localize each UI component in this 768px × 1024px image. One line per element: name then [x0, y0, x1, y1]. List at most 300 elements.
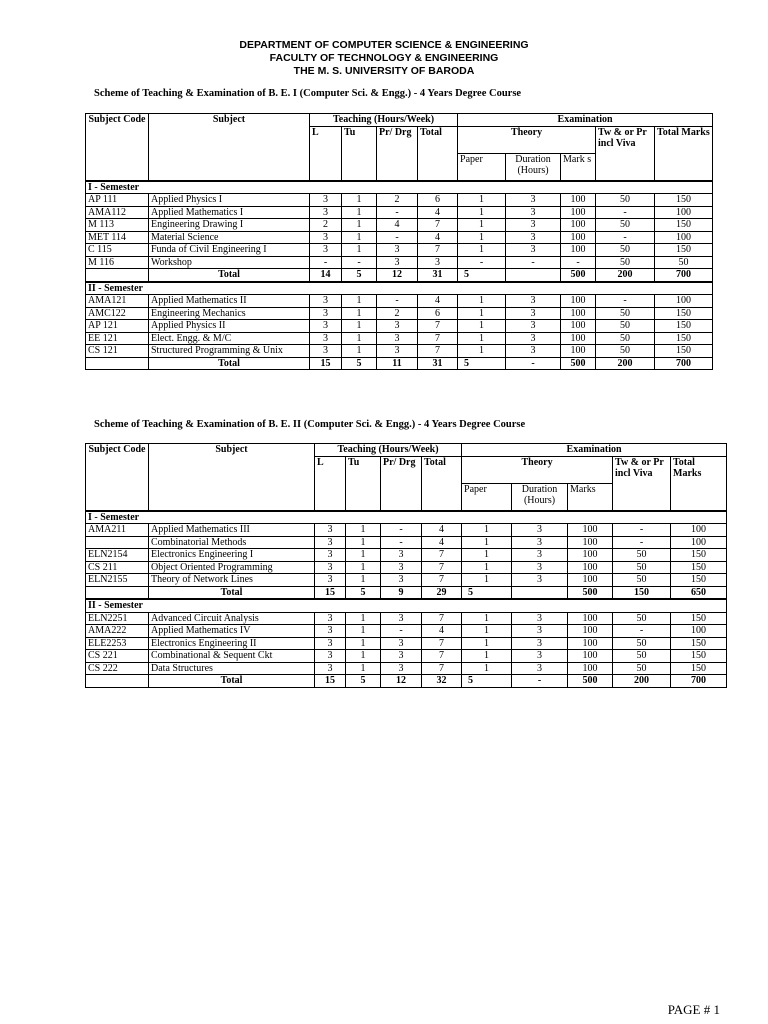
table-row: [86, 256, 713, 269]
subject-name: Applied Physics I: [149, 194, 310, 207]
theory-marks: 100: [568, 574, 613, 587]
table-row: [86, 332, 713, 345]
duration-hours: 3: [512, 536, 568, 549]
tutorial-hours: 1: [346, 536, 381, 549]
tutorial-hours: 1: [342, 320, 377, 333]
tutorial-hours: 1: [342, 231, 377, 244]
col-header-total-marks: Total Marks: [671, 456, 727, 511]
theory-marks: 100: [561, 194, 596, 207]
lecture-hours: 3: [315, 625, 346, 638]
subject-code: EE 121: [86, 332, 149, 345]
paper-count: 1: [458, 219, 506, 232]
total-row: [86, 357, 713, 370]
lecture-hours: 3: [315, 561, 346, 574]
subject-name: Theory of Network Lines: [149, 574, 315, 587]
subject-code: CS 211: [86, 561, 149, 574]
col-header-marks: Marks: [568, 483, 613, 511]
theory-marks: 100: [561, 231, 596, 244]
col-header-duration: Duration (Hours): [506, 153, 561, 181]
total-hours: 6: [418, 307, 458, 320]
total-hours: 7: [418, 320, 458, 333]
duration-hours: 3: [506, 345, 561, 358]
total-hours: 4: [418, 231, 458, 244]
paper-count: 1: [462, 561, 512, 574]
table-row: [86, 625, 727, 638]
semester-row: [86, 599, 727, 612]
be2-scheme-body: [86, 444, 727, 688]
tw-marks: 50: [613, 662, 671, 675]
semester-label: II - Semester: [86, 599, 727, 612]
theory-marks: -: [561, 256, 596, 269]
lecture-hours: 3: [315, 650, 346, 663]
lecture-hours: 3: [315, 549, 346, 562]
tw-marks: 50: [596, 307, 655, 320]
col-header-tw-pr-viva: Tw & or Pr incl Viva: [596, 126, 655, 181]
tutorial-hours: 1: [342, 206, 377, 219]
practical-hours: -: [377, 231, 418, 244]
table-row: [86, 345, 713, 358]
total-practical-hours: 12: [377, 269, 418, 282]
total-hours: 4: [418, 295, 458, 308]
theory-marks: 100: [568, 637, 613, 650]
total-duration: -: [506, 357, 561, 370]
header-row: [86, 114, 713, 127]
duration-hours: 3: [512, 625, 568, 638]
subject-name: Structured Programming & Unix: [149, 345, 310, 358]
total-duration: [512, 586, 568, 599]
col-header-theory: Theory: [462, 456, 613, 483]
paper-count: 1: [458, 307, 506, 320]
subject-name: Object Oriented Programming: [149, 561, 315, 574]
duration-hours: 3: [512, 612, 568, 625]
col-header-examination: Examination: [458, 114, 713, 127]
theory-marks: 100: [568, 662, 613, 675]
practical-hours: -: [381, 536, 422, 549]
practical-hours: 3: [377, 244, 418, 257]
university-heading: THE M. S. UNIVERSITY OF BARODA: [293, 65, 475, 77]
col-header-subject-code: Subject Code: [86, 444, 149, 511]
total-hours: 7: [422, 574, 462, 587]
table-row: [86, 194, 713, 207]
total-hours: 4: [422, 524, 462, 537]
duration-hours: 3: [506, 194, 561, 207]
total-hours: 29: [422, 586, 462, 599]
duration-hours: 3: [506, 320, 561, 333]
paper-count: 1: [462, 536, 512, 549]
total-paper-count: 5: [458, 269, 506, 282]
col-header-subject: Subject: [149, 114, 310, 181]
theory-marks: 100: [561, 320, 596, 333]
paper-count: -: [458, 256, 506, 269]
total-paper-count: 5: [462, 675, 512, 688]
semester-label: II - Semester: [86, 282, 713, 295]
subject-name: Applied Mathematics IV: [149, 625, 315, 638]
total-label: Total: [149, 357, 310, 370]
total-practical-hours: 12: [381, 675, 422, 688]
total-tw-marks: 150: [613, 586, 671, 599]
practical-hours: 3: [381, 637, 422, 650]
paper-count: 1: [462, 625, 512, 638]
total-hours: 7: [422, 637, 462, 650]
subject-name: Engineering Mechanics: [149, 307, 310, 320]
subject-code: ELE2253: [86, 637, 149, 650]
total-hours: 31: [418, 269, 458, 282]
duration-hours: 3: [506, 244, 561, 257]
table-row: [86, 231, 713, 244]
subject-code: AMA112: [86, 206, 149, 219]
col-header-tu: Tu: [342, 126, 377, 181]
table-row: [86, 662, 727, 675]
total-hours: 4: [422, 625, 462, 638]
subject-code: AP 121: [86, 320, 149, 333]
total-marks: 150: [671, 612, 727, 625]
tutorial-hours: 1: [346, 650, 381, 663]
be1-scheme-table: [85, 113, 713, 370]
page-number: PAGE # 1: [667, 1002, 720, 1017]
theory-marks: 100: [568, 625, 613, 638]
total-hours: 7: [418, 244, 458, 257]
duration-hours: 3: [506, 307, 561, 320]
total-hours: 6: [418, 194, 458, 207]
total-marks: 150: [671, 650, 727, 663]
table-row: [86, 524, 727, 537]
practical-hours: 3: [381, 650, 422, 663]
duration-hours: -: [506, 256, 561, 269]
total-hours: 7: [418, 332, 458, 345]
duration-hours: 3: [512, 650, 568, 663]
practical-hours: 2: [377, 307, 418, 320]
theory-marks: 100: [561, 244, 596, 257]
total-marks: 150: [671, 637, 727, 650]
tutorial-hours: 1: [346, 524, 381, 537]
subject-name: Applied Mathematics III: [149, 524, 315, 537]
table-row: [86, 295, 713, 308]
lecture-hours: 3: [315, 536, 346, 549]
total-hours: 4: [418, 206, 458, 219]
lecture-hours: 3: [315, 612, 346, 625]
paper-count: 1: [462, 662, 512, 675]
lecture-hours: 3: [310, 320, 342, 333]
tutorial-hours: 1: [342, 332, 377, 345]
total-tw-marks: 200: [596, 357, 655, 370]
total-lecture-hours: 14: [310, 269, 342, 282]
total-marks: 150: [655, 219, 713, 232]
col-header-examination: Examination: [462, 444, 727, 457]
lecture-hours: 3: [310, 244, 342, 257]
lecture-hours: 3: [315, 637, 346, 650]
subject-code: M 116: [86, 256, 149, 269]
paper-count: 1: [458, 320, 506, 333]
tutorial-hours: 1: [346, 549, 381, 562]
total-theory-marks: 500: [561, 357, 596, 370]
total-hours: 3: [418, 256, 458, 269]
table-row: [86, 244, 713, 257]
tw-marks: 50: [613, 637, 671, 650]
tw-marks: 50: [596, 219, 655, 232]
tutorial-hours: 1: [346, 561, 381, 574]
total-marks: 100: [655, 231, 713, 244]
total-paper-count: 5: [462, 586, 512, 599]
theory-marks: 100: [561, 307, 596, 320]
total-theory-marks: 500: [561, 269, 596, 282]
total-duration: -: [512, 675, 568, 688]
col-header-l: L: [310, 126, 342, 181]
total-theory-marks: 500: [568, 586, 613, 599]
subject-code: AMA121: [86, 295, 149, 308]
be1-scheme-body: [86, 114, 713, 370]
table-row: [86, 574, 727, 587]
col-header-teaching: Teaching (Hours/Week): [315, 444, 462, 457]
total-marks: 150: [655, 320, 713, 333]
header-row: [86, 444, 727, 457]
subject-code: CS 121: [86, 345, 149, 358]
total-row: [86, 586, 727, 599]
subject-name: Combinatorial Methods: [149, 536, 315, 549]
lecture-hours: -: [310, 256, 342, 269]
subject-name: Advanced Circuit Analysis: [149, 612, 315, 625]
subject-code: ELN2155: [86, 574, 149, 587]
table-row: [86, 206, 713, 219]
subject-code: [86, 536, 149, 549]
total-marks: 700: [655, 357, 713, 370]
col-header-theory: Theory: [458, 126, 596, 153]
semester-row: [86, 181, 713, 194]
paper-count: 1: [458, 332, 506, 345]
col-header-duration: Duration (Hours): [512, 483, 568, 511]
total-marks: 100: [671, 524, 727, 537]
practical-hours: -: [377, 295, 418, 308]
tw-marks: -: [596, 231, 655, 244]
total-marks: 150: [655, 194, 713, 207]
table-row: [86, 612, 727, 625]
theory-marks: 100: [561, 295, 596, 308]
total-marks: 150: [655, 345, 713, 358]
faculty-heading: FACULTY OF TECHNOLOGY & ENGINEERING: [269, 52, 499, 64]
tutorial-hours: 1: [346, 662, 381, 675]
tutorial-hours: 1: [346, 612, 381, 625]
tw-marks: 50: [613, 549, 671, 562]
paper-count: 1: [462, 524, 512, 537]
practical-hours: 3: [381, 612, 422, 625]
tw-marks: -: [613, 524, 671, 537]
tw-marks: -: [613, 625, 671, 638]
col-header-subject: Subject: [149, 444, 315, 511]
paper-count: 1: [462, 637, 512, 650]
theory-marks: 100: [568, 549, 613, 562]
paper-count: 1: [462, 650, 512, 663]
lecture-hours: 3: [310, 194, 342, 207]
total-row-blank: [86, 357, 149, 370]
lecture-hours: 3: [310, 231, 342, 244]
col-header-marks: Mark s: [561, 153, 596, 181]
lecture-hours: 3: [315, 574, 346, 587]
total-practical-hours: 11: [377, 357, 418, 370]
duration-hours: 3: [512, 561, 568, 574]
tw-marks: 50: [613, 612, 671, 625]
total-marks: 150: [671, 574, 727, 587]
table-row: [86, 219, 713, 232]
total-marks: 150: [671, 561, 727, 574]
subject-name: Elect. Engg. & M/C: [149, 332, 310, 345]
tutorial-hours: 1: [342, 219, 377, 232]
col-header-paper: Paper: [458, 153, 506, 181]
subject-code: MET 114: [86, 231, 149, 244]
duration-hours: 3: [512, 549, 568, 562]
practical-hours: 3: [377, 320, 418, 333]
total-hours: 7: [422, 650, 462, 663]
practical-hours: -: [377, 206, 418, 219]
subject-name: Applied Mathematics II: [149, 295, 310, 308]
total-marks: 650: [671, 586, 727, 599]
total-row: [86, 269, 713, 282]
total-label: Total: [149, 586, 315, 599]
total-tw-marks: 200: [596, 269, 655, 282]
lecture-hours: 3: [310, 345, 342, 358]
table-row: [86, 561, 727, 574]
subject-name: Engineering Drawing I: [149, 219, 310, 232]
tw-marks: 50: [596, 256, 655, 269]
duration-hours: 3: [506, 295, 561, 308]
total-hours: 7: [418, 219, 458, 232]
subject-name: Applied Physics II: [149, 320, 310, 333]
lecture-hours: 3: [310, 307, 342, 320]
practical-hours: -: [381, 524, 422, 537]
total-marks: 150: [671, 549, 727, 562]
tw-marks: 50: [613, 561, 671, 574]
col-header-total: Total: [422, 456, 462, 511]
col-header-tu: Tu: [346, 456, 381, 511]
col-header-subject-code: Subject Code: [86, 114, 149, 181]
tutorial-hours: 1: [342, 345, 377, 358]
theory-marks: 100: [568, 561, 613, 574]
tw-marks: -: [596, 295, 655, 308]
paper-count: 1: [458, 206, 506, 219]
duration-hours: 3: [512, 574, 568, 587]
tw-marks: -: [596, 206, 655, 219]
paper-count: 1: [462, 574, 512, 587]
theory-marks: 100: [568, 536, 613, 549]
lecture-hours: 3: [310, 332, 342, 345]
theory-marks: 100: [561, 206, 596, 219]
total-duration: [506, 269, 561, 282]
col-header-pr-drg: Pr/ Drg: [377, 126, 418, 181]
subject-code: M 113: [86, 219, 149, 232]
tw-marks: 50: [596, 332, 655, 345]
practical-hours: 3: [377, 332, 418, 345]
total-label: Total: [149, 675, 315, 688]
table-row: [86, 536, 727, 549]
subject-name: Applied Mathematics I: [149, 206, 310, 219]
total-lecture-hours: 15: [315, 675, 346, 688]
tutorial-hours: 1: [342, 194, 377, 207]
total-row-blank: [86, 586, 149, 599]
practical-hours: 3: [381, 574, 422, 587]
practical-hours: -: [381, 625, 422, 638]
total-hours: 4: [422, 536, 462, 549]
semester-row: [86, 282, 713, 295]
theory-marks: 100: [568, 650, 613, 663]
tutorial-hours: 1: [346, 574, 381, 587]
total-marks: 150: [655, 307, 713, 320]
tw-marks: 50: [596, 244, 655, 257]
table-row: [86, 307, 713, 320]
total-marks: 150: [655, 332, 713, 345]
total-marks: 150: [671, 662, 727, 675]
subject-code: ELN2154: [86, 549, 149, 562]
tw-marks: 50: [596, 194, 655, 207]
total-marks: 100: [655, 295, 713, 308]
lecture-hours: 3: [315, 524, 346, 537]
table-row: [86, 650, 727, 663]
practical-hours: 3: [381, 561, 422, 574]
semester-label: I - Semester: [86, 181, 713, 194]
semester-label: I - Semester: [86, 511, 727, 524]
table-row: [86, 549, 727, 562]
subject-name: Combinational & Sequent Ckt: [149, 650, 315, 663]
tw-marks: 50: [596, 345, 655, 358]
col-header-total-marks: Total Marks: [655, 126, 713, 181]
total-marks: 100: [671, 625, 727, 638]
table-row: [86, 637, 727, 650]
paper-count: 1: [462, 612, 512, 625]
table-row: [86, 320, 713, 333]
practical-hours: 3: [377, 345, 418, 358]
duration-hours: 3: [506, 231, 561, 244]
theory-marks: 100: [561, 219, 596, 232]
paper-count: 1: [458, 295, 506, 308]
paper-count: 1: [458, 345, 506, 358]
tutorial-hours: -: [342, 256, 377, 269]
subject-name: Workshop: [149, 256, 310, 269]
subject-code: AMA222: [86, 625, 149, 638]
duration-hours: 3: [512, 662, 568, 675]
theory-marks: 100: [568, 612, 613, 625]
subject-name: Electronics Engineering II: [149, 637, 315, 650]
practical-hours: 2: [377, 194, 418, 207]
paper-count: 1: [462, 549, 512, 562]
total-tw-marks: 200: [613, 675, 671, 688]
be2-scheme-table: [85, 443, 727, 688]
total-row-blank: [86, 269, 149, 282]
theory-marks: 100: [561, 345, 596, 358]
department-heading: DEPARTMENT OF COMPUTER SCIENCE & ENGINEERING: [239, 39, 529, 51]
col-header-tw-pr-viva: Tw & or Pr incl Viva: [613, 456, 671, 511]
subject-code: AMC122: [86, 307, 149, 320]
total-hours: 7: [418, 345, 458, 358]
lecture-hours: 3: [315, 662, 346, 675]
subject-name: Electronics Engineering I: [149, 549, 315, 562]
total-hours: 32: [422, 675, 462, 688]
duration-hours: 3: [512, 637, 568, 650]
tw-marks: 50: [613, 650, 671, 663]
total-marks: 100: [671, 536, 727, 549]
tw-marks: -: [613, 536, 671, 549]
tutorial-hours: 1: [342, 244, 377, 257]
tw-marks: 50: [596, 320, 655, 333]
subject-code: ELN2251: [86, 612, 149, 625]
duration-hours: 3: [506, 206, 561, 219]
total-row-blank: [86, 675, 149, 688]
col-header-total: Total: [418, 126, 458, 181]
col-header-l: L: [315, 456, 346, 511]
total-label: Total: [149, 269, 310, 282]
total-marks: 50: [655, 256, 713, 269]
tw-marks: 50: [613, 574, 671, 587]
total-marks: 100: [655, 206, 713, 219]
total-row: [86, 675, 727, 688]
be1-scheme-caption: Scheme of Teaching & Examination of B. E. I (Computer Sci. & Engg.) - 4 Years Degree Course: [94, 88, 522, 99]
total-hours: 7: [422, 662, 462, 675]
